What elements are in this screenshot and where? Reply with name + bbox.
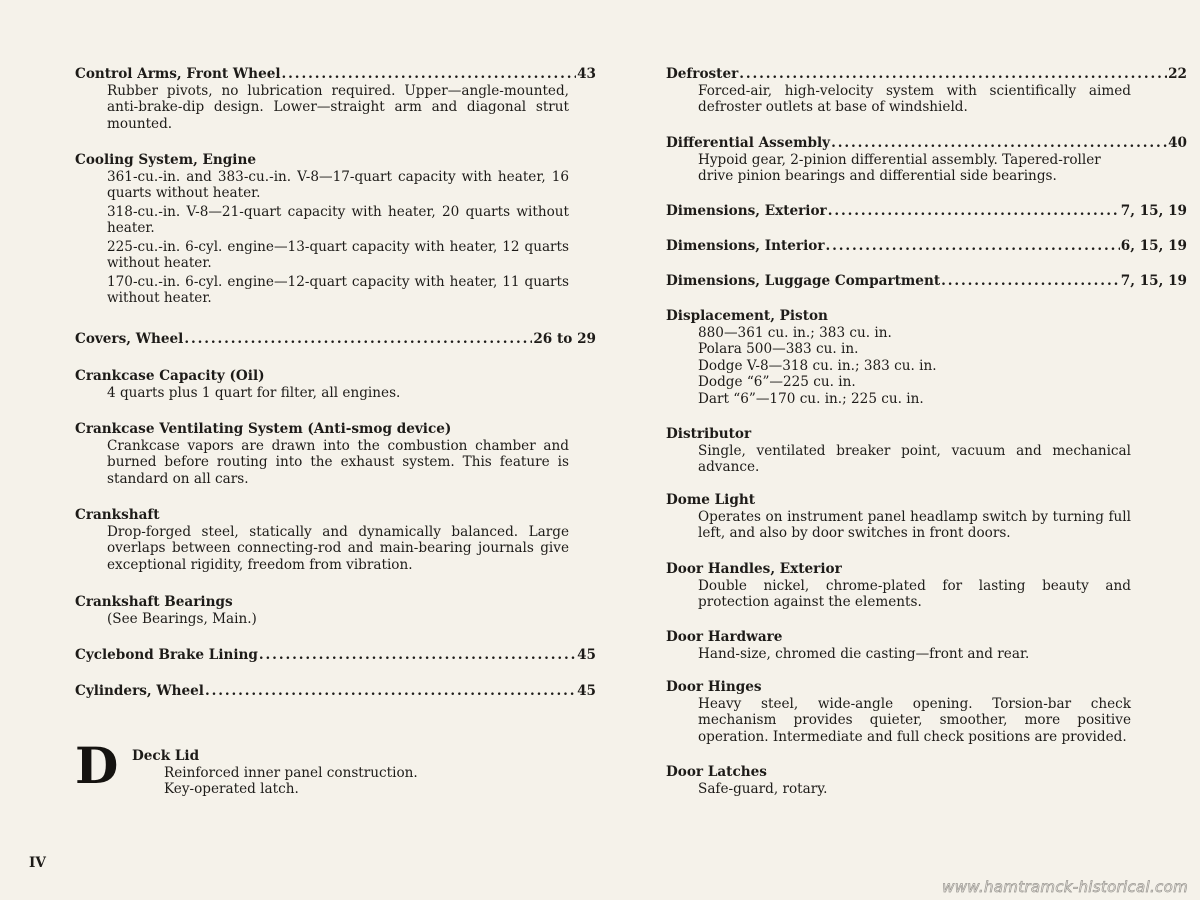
section-letter: D bbox=[75, 736, 119, 795]
entry-heading: Differential Assembly bbox=[666, 135, 831, 151]
entry-door-handles-exterior bbox=[666, 561, 1187, 611]
entry-text: 880—361 cu. in.; 383 cu. in. bbox=[698, 324, 892, 341]
entry-heading: Crankcase Capacity (Oil) bbox=[75, 368, 265, 384]
entry-differential-assembly bbox=[666, 135, 1187, 185]
entry-text: 318-cu.-in. V-8—21-quart capacity with heater, 20 quarts without heater. bbox=[107, 203, 569, 236]
entry-heading: Displacement, Piston bbox=[666, 308, 828, 324]
entry-heading: Control Arms, Front Wheel bbox=[75, 66, 281, 82]
entry-text: Heavy steel, wide-angle opening. Torsion-bar check mechanism provides quieter, smoother, more positive operation. Intermediate and full check positions are provided. bbox=[698, 695, 1131, 745]
entry-cyclebond-brake-lining bbox=[75, 647, 596, 664]
entry-heading: Dimensions, Interior bbox=[666, 238, 825, 254]
entry-page: 7, 15, 19 bbox=[1120, 273, 1187, 289]
entry-cooling-system bbox=[75, 152, 596, 307]
entry-heading: Cyclebond Brake Lining bbox=[75, 647, 258, 663]
entry-dimensions-luggage bbox=[666, 273, 1187, 290]
entry-displacement-piston bbox=[666, 308, 1187, 407]
entry-text: 361-cu.-in. and 383-cu.-in. V-8—17-quart capacity with heater, 16 quarts without heater. bbox=[107, 168, 569, 201]
entry-cylinders-wheel bbox=[75, 683, 596, 700]
entry-text: 4 quarts plus 1 quart for filter, all engines. bbox=[107, 384, 401, 401]
entry-crankcase-ventilating bbox=[75, 421, 596, 487]
entry-page: 22 bbox=[1168, 66, 1187, 82]
entry-text: 170-cu.-in. 6-cyl. engine—12-quart capacity with heater, 11 quarts without heater. bbox=[107, 273, 569, 306]
entry-heading: Crankshaft bbox=[75, 507, 160, 523]
leader-dots bbox=[205, 683, 576, 700]
entry-heading: Crankcase Ventilating System (Anti-smog device) bbox=[75, 421, 452, 437]
entry-crankshaft bbox=[75, 507, 596, 573]
entry-dome-light bbox=[666, 492, 1187, 542]
entry-text: Dodge “6”—225 cu. in. bbox=[698, 374, 856, 390]
entry-heading: Door Latches bbox=[666, 764, 767, 780]
entry-text: Polara 500—383 cu. in. bbox=[698, 341, 859, 357]
entry-heading: Door Hardware bbox=[666, 629, 783, 645]
leader-dots bbox=[184, 331, 532, 348]
entry-page: 40 bbox=[1168, 135, 1187, 151]
entry-page: 45 bbox=[577, 683, 596, 699]
entry-door-latches bbox=[666, 764, 1187, 797]
entry-text: Hand-size, chromed die casting—front and rear. bbox=[698, 645, 1030, 662]
entry-page: 6, 15, 19 bbox=[1120, 238, 1187, 254]
entry-text: Single, ventilated breaker point, vacuum and mechanical advance. bbox=[698, 442, 1131, 475]
entry-heading: Dome Light bbox=[666, 492, 756, 508]
entry-covers-wheel bbox=[75, 331, 596, 348]
leader-dots bbox=[828, 203, 1120, 220]
entry-heading: Cooling System, Engine bbox=[75, 152, 256, 168]
entry-heading: Dimensions, Exterior bbox=[666, 203, 827, 219]
leader-dots bbox=[259, 647, 576, 664]
entry-text: Rubber pivots, no lubrication required. Upper—angle-mounted, anti-brake-dip design. Lower—straight arm and diagonal strut mounted. bbox=[107, 82, 569, 132]
entry-heading: Distributor bbox=[666, 426, 752, 442]
leader-dots bbox=[941, 273, 1120, 290]
watermark: www.hamtramck-historical.com bbox=[942, 878, 1188, 896]
entry-deck-lid bbox=[132, 748, 592, 798]
entry-crankcase-capacity bbox=[75, 368, 596, 401]
entry-text: Safe-guard, rotary. bbox=[698, 780, 828, 797]
entry-heading: Door Handles, Exterior bbox=[666, 561, 842, 577]
entry-defroster bbox=[666, 66, 1187, 116]
entry-heading: Crankshaft Bearings bbox=[75, 594, 233, 610]
entry-dimensions-interior bbox=[666, 238, 1187, 255]
entry-text: Dodge V-8—318 cu. in.; 383 cu. in. bbox=[698, 357, 937, 374]
entry-heading: Defroster bbox=[666, 66, 739, 82]
entry-text: Crankcase vapors are drawn into the combustion chamber and burned before routing into the exhaust system. This feature is standard on all cars. bbox=[107, 437, 569, 487]
leader-dots bbox=[831, 135, 1167, 152]
entry-text: Operates on instrument panel headlamp switch by turning full left, and also by door switches in front doors. bbox=[698, 508, 1131, 541]
entry-text: Double nickel, chrome-plated for lasting beauty and protection against the elements. bbox=[698, 577, 1131, 610]
entry-page: 7, 15, 19 bbox=[1120, 203, 1187, 219]
entry-page: 26 to 29 bbox=[533, 331, 596, 347]
entry-heading: Door Hinges bbox=[666, 679, 762, 695]
entry-heading: Dimensions, Luggage Compartment bbox=[666, 273, 941, 289]
entry-heading: Deck Lid bbox=[132, 748, 200, 764]
entry-page: 45 bbox=[577, 647, 596, 663]
entry-dimensions-exterior bbox=[666, 203, 1187, 220]
entry-text: Dart “6”—170 cu. in.; 225 cu. in. bbox=[698, 390, 924, 407]
entry-door-hardware bbox=[666, 629, 1187, 662]
entry-text: Forced-air, high-velocity system with scientifically aimed defroster outlets at base of windshield. bbox=[698, 82, 1131, 115]
entry-page: 43 bbox=[577, 66, 596, 82]
entry-text: (See Bearings, Main.) bbox=[107, 610, 257, 627]
leader-dots bbox=[739, 66, 1167, 83]
leader-dots bbox=[282, 66, 577, 83]
entry-text: Key-operated latch. bbox=[164, 781, 299, 797]
entry-distributor bbox=[666, 426, 1187, 476]
page-number: IV bbox=[29, 855, 46, 871]
entry-text: Drop-forged steel, statically and dynamically balanced. Large overlaps between connecting-rod and main-bearing journals give exceptional rigidity, freedom from vibration. bbox=[107, 523, 569, 573]
entry-text: Reinforced inner panel construction. bbox=[164, 764, 418, 781]
entry-crankshaft-bearings bbox=[75, 594, 596, 627]
entry-heading: Cylinders, Wheel bbox=[75, 683, 204, 699]
entry-text: 225-cu.-in. 6-cyl. engine—13-quart capacity with heater, 12 quarts without heater. bbox=[107, 238, 569, 271]
entry-control-arms bbox=[75, 66, 596, 132]
entry-heading: Covers, Wheel bbox=[75, 331, 184, 347]
entry-text: Hypoid gear, 2-pinion differential assembly. Tapered-roller drive pinion bearings and differential side bearings. bbox=[698, 151, 1101, 184]
entry-door-hinges bbox=[666, 679, 1187, 745]
leader-dots bbox=[825, 238, 1119, 255]
